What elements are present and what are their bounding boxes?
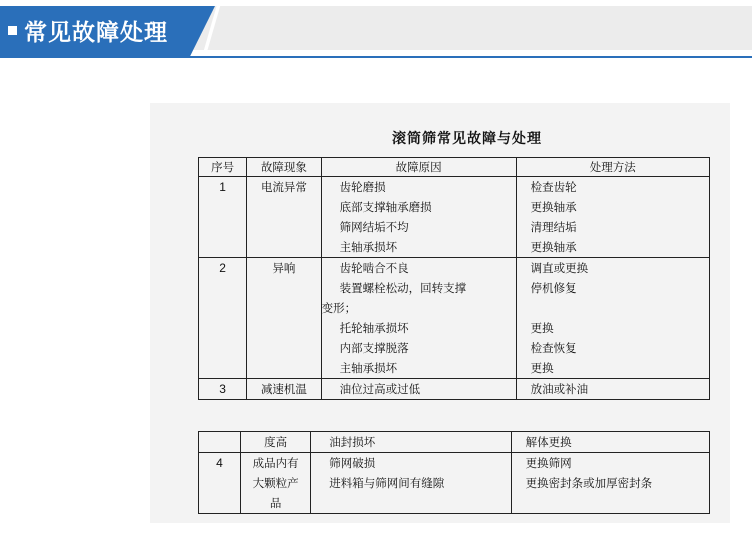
fault-methods: 检查齿轮 更换轴承 清理结垢 更换轴承	[516, 177, 709, 258]
fault-table-continued	[198, 431, 710, 514]
fault-table	[198, 157, 710, 400]
row-number: 2	[199, 258, 247, 379]
fault-causes: 齿轮磨损 底部支撑轴承磨损 筛网结垢不均 主轴承损坏	[321, 177, 516, 258]
fault-causes: 油封损坏	[311, 432, 511, 453]
table-row	[199, 379, 710, 400]
table-row	[199, 258, 710, 379]
fault-causes: 筛网破损 进料箱与筛网间有缝隙	[311, 453, 511, 514]
row-number: 4	[199, 453, 241, 514]
fault-methods: 更换筛网 更换密封条或加厚密封条	[511, 453, 709, 514]
section-header	[0, 0, 752, 60]
table-row	[199, 453, 710, 514]
column-header-method: 处理方法	[516, 158, 709, 177]
fault-phenomenon: 度高	[240, 432, 310, 453]
table-row	[199, 177, 710, 258]
fault-phenomenon: 减速机温	[247, 379, 321, 400]
document-title: 滚筒筛常见故障与处理	[392, 131, 542, 147]
fault-phenomenon: 成品内有 大颗粒产 品	[240, 453, 310, 514]
square-bullet-icon	[8, 26, 17, 35]
fault-phenomenon: 异响	[247, 258, 321, 379]
column-header-cause: 故障原因	[321, 158, 516, 177]
table-header-row	[199, 158, 710, 177]
fault-methods: 放油或补油	[516, 379, 709, 400]
fault-causes: 齿轮啮合不良 装置螺栓松动，回转支撑 变形； 托轮轴承损坏 内部支撑脱落 主轴承损坏	[321, 258, 516, 379]
row-number: 3	[199, 379, 247, 400]
fault-methods: 解体更换	[511, 432, 709, 453]
row-number	[199, 432, 241, 453]
column-header-phenomenon: 故障现象	[247, 158, 321, 177]
row-number: 1	[199, 177, 247, 258]
fault-phenomenon: 电流异常	[247, 177, 321, 258]
section-title: 常见故障处理	[24, 20, 168, 46]
fault-methods: 调直或更换 停机修复 更换 检查恢复 更换	[516, 258, 709, 379]
fault-causes: 油位过高或过低	[321, 379, 516, 400]
table-row	[199, 432, 710, 453]
column-header-no: 序号	[199, 158, 247, 177]
